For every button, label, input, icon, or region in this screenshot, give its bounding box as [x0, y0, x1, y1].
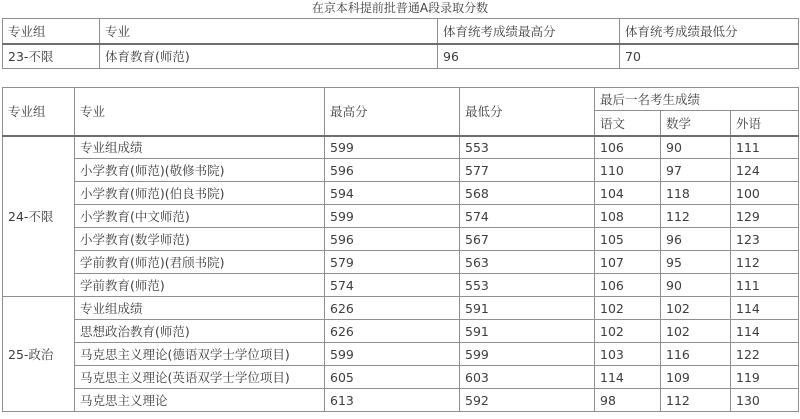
- cell-chinese: 102: [595, 320, 661, 343]
- cell-min: 568: [460, 182, 595, 205]
- cell-major: 小学教育(师范)(伯良书院): [75, 182, 325, 205]
- cell-math: 95: [661, 251, 731, 274]
- cell-foreign: 112: [731, 251, 799, 274]
- cell-min: 603: [460, 366, 595, 389]
- cell-min: 553: [460, 274, 595, 297]
- cell-foreign: 129: [731, 205, 799, 228]
- cell-chinese: 102: [595, 297, 661, 320]
- cell-foreign: 130: [731, 389, 799, 412]
- cell-major: 马克思主义理论(英语双学士学位项目): [75, 366, 325, 389]
- cell-chinese: 106: [595, 136, 661, 159]
- cell-max: 596: [325, 159, 460, 182]
- cell-group: 23-不限: [3, 44, 100, 69]
- cell-foreign: 119: [731, 366, 799, 389]
- cell-chinese: 98: [595, 389, 661, 412]
- cell-math: 90: [661, 274, 731, 297]
- cell-chinese: 114: [595, 366, 661, 389]
- cell-min: 553: [460, 136, 595, 159]
- header-pe-max: 体育统考成绩最高分: [438, 19, 620, 44]
- table-header-row: [3, 19, 799, 44]
- header-foreign: 外语: [731, 111, 799, 136]
- cell-chinese: 108: [595, 205, 661, 228]
- cell-major: 学前教育(师范)(君颀书院): [75, 251, 325, 274]
- cell-major: 思想政治教育(师范): [75, 320, 325, 343]
- header-min: 最低分: [460, 88, 595, 136]
- cell-math: 109: [661, 366, 731, 389]
- cell-major: 小学教育(中文师范): [75, 205, 325, 228]
- header-max: 最高分: [325, 88, 460, 136]
- cell-max: 599: [325, 205, 460, 228]
- table-row: [3, 389, 799, 412]
- cell-chinese: 106: [595, 274, 661, 297]
- cell-chinese: 105: [595, 228, 661, 251]
- cell-chinese: 103: [595, 343, 661, 366]
- cell-major: 马克思主义理论: [75, 389, 325, 412]
- table-header-row-1: [3, 88, 799, 111]
- cell-foreign: 111: [731, 136, 799, 159]
- cell-math: 102: [661, 320, 731, 343]
- cell-max: 599: [325, 343, 460, 366]
- cell-min: 599: [460, 343, 595, 366]
- pe-scores-table: [2, 18, 799, 69]
- cell-foreign: 111: [731, 274, 799, 297]
- table-row: [3, 297, 799, 320]
- cell-chinese: 104: [595, 182, 661, 205]
- table-row: [3, 274, 799, 297]
- header-chinese: 语文: [595, 111, 661, 136]
- cell-math: 112: [661, 205, 731, 228]
- cell-foreign: 124: [731, 159, 799, 182]
- cell-math: 102: [661, 297, 731, 320]
- cell-max: 605: [325, 366, 460, 389]
- cell-pe-min: 70: [620, 44, 799, 69]
- cell-major: 小学教育(数学师范): [75, 228, 325, 251]
- cell-major: 专业组成绩: [75, 136, 325, 159]
- cell-max: 626: [325, 320, 460, 343]
- cell-max: 594: [325, 182, 460, 205]
- header-group: 专业组: [3, 19, 100, 44]
- cell-chinese: 107: [595, 251, 661, 274]
- page-title: 在京本科提前批普通A段录取分数: [311, 1, 489, 15]
- cell-foreign: 123: [731, 228, 799, 251]
- cell-foreign: 100: [731, 182, 799, 205]
- cell-max: 579: [325, 251, 460, 274]
- cell-major: 体育教育(师范): [100, 44, 438, 69]
- cell-major: 马克思主义理论(德语双学士学位项目): [75, 343, 325, 366]
- cell-min: 591: [460, 297, 595, 320]
- header-group: 专业组: [3, 88, 75, 136]
- table-row: [3, 366, 799, 389]
- cell-foreign: 122: [731, 343, 799, 366]
- header-math: 数学: [661, 111, 731, 136]
- cell-group-24: 24-不限: [3, 136, 75, 297]
- header-pe-min: 体育统考成绩最低分: [620, 19, 799, 44]
- header-major: 专业: [100, 19, 438, 44]
- table-row: [3, 205, 799, 228]
- cell-major: 小学教育(师范)(敬修书院): [75, 159, 325, 182]
- table-row: [3, 182, 799, 205]
- cell-math: 97: [661, 159, 731, 182]
- cell-foreign: 114: [731, 320, 799, 343]
- cell-max: 599: [325, 136, 460, 159]
- table-row: [3, 159, 799, 182]
- cell-min: 574: [460, 205, 595, 228]
- cell-math: 90: [661, 136, 731, 159]
- cell-math: 96: [661, 228, 731, 251]
- table-row: [3, 251, 799, 274]
- cell-math: 116: [661, 343, 731, 366]
- table-row: [3, 320, 799, 343]
- cell-min: 567: [460, 228, 595, 251]
- cell-min: 591: [460, 320, 595, 343]
- cell-min: 592: [460, 389, 595, 412]
- cell-min: 577: [460, 159, 595, 182]
- header-last-student: 最后一名考生成绩: [595, 88, 799, 111]
- cell-max: 613: [325, 389, 460, 412]
- cell-pe-max: 96: [438, 44, 620, 69]
- cell-major: 学前教育(师范): [75, 274, 325, 297]
- table-row: [3, 228, 799, 251]
- cell-group-25: 25-政治: [3, 297, 75, 412]
- header-major: 专业: [75, 88, 325, 136]
- cell-chinese: 110: [595, 159, 661, 182]
- cell-math: 118: [661, 182, 731, 205]
- table-row: [3, 44, 799, 69]
- cell-max: 626: [325, 297, 460, 320]
- cell-major: 专业组成绩: [75, 297, 325, 320]
- cell-max: 574: [325, 274, 460, 297]
- table-row: [3, 343, 799, 366]
- cell-max: 596: [325, 228, 460, 251]
- admission-scores-table: [2, 87, 799, 412]
- cell-math: 112: [661, 389, 731, 412]
- cell-foreign: 114: [731, 297, 799, 320]
- cell-min: 563: [460, 251, 595, 274]
- table-row: [3, 136, 799, 159]
